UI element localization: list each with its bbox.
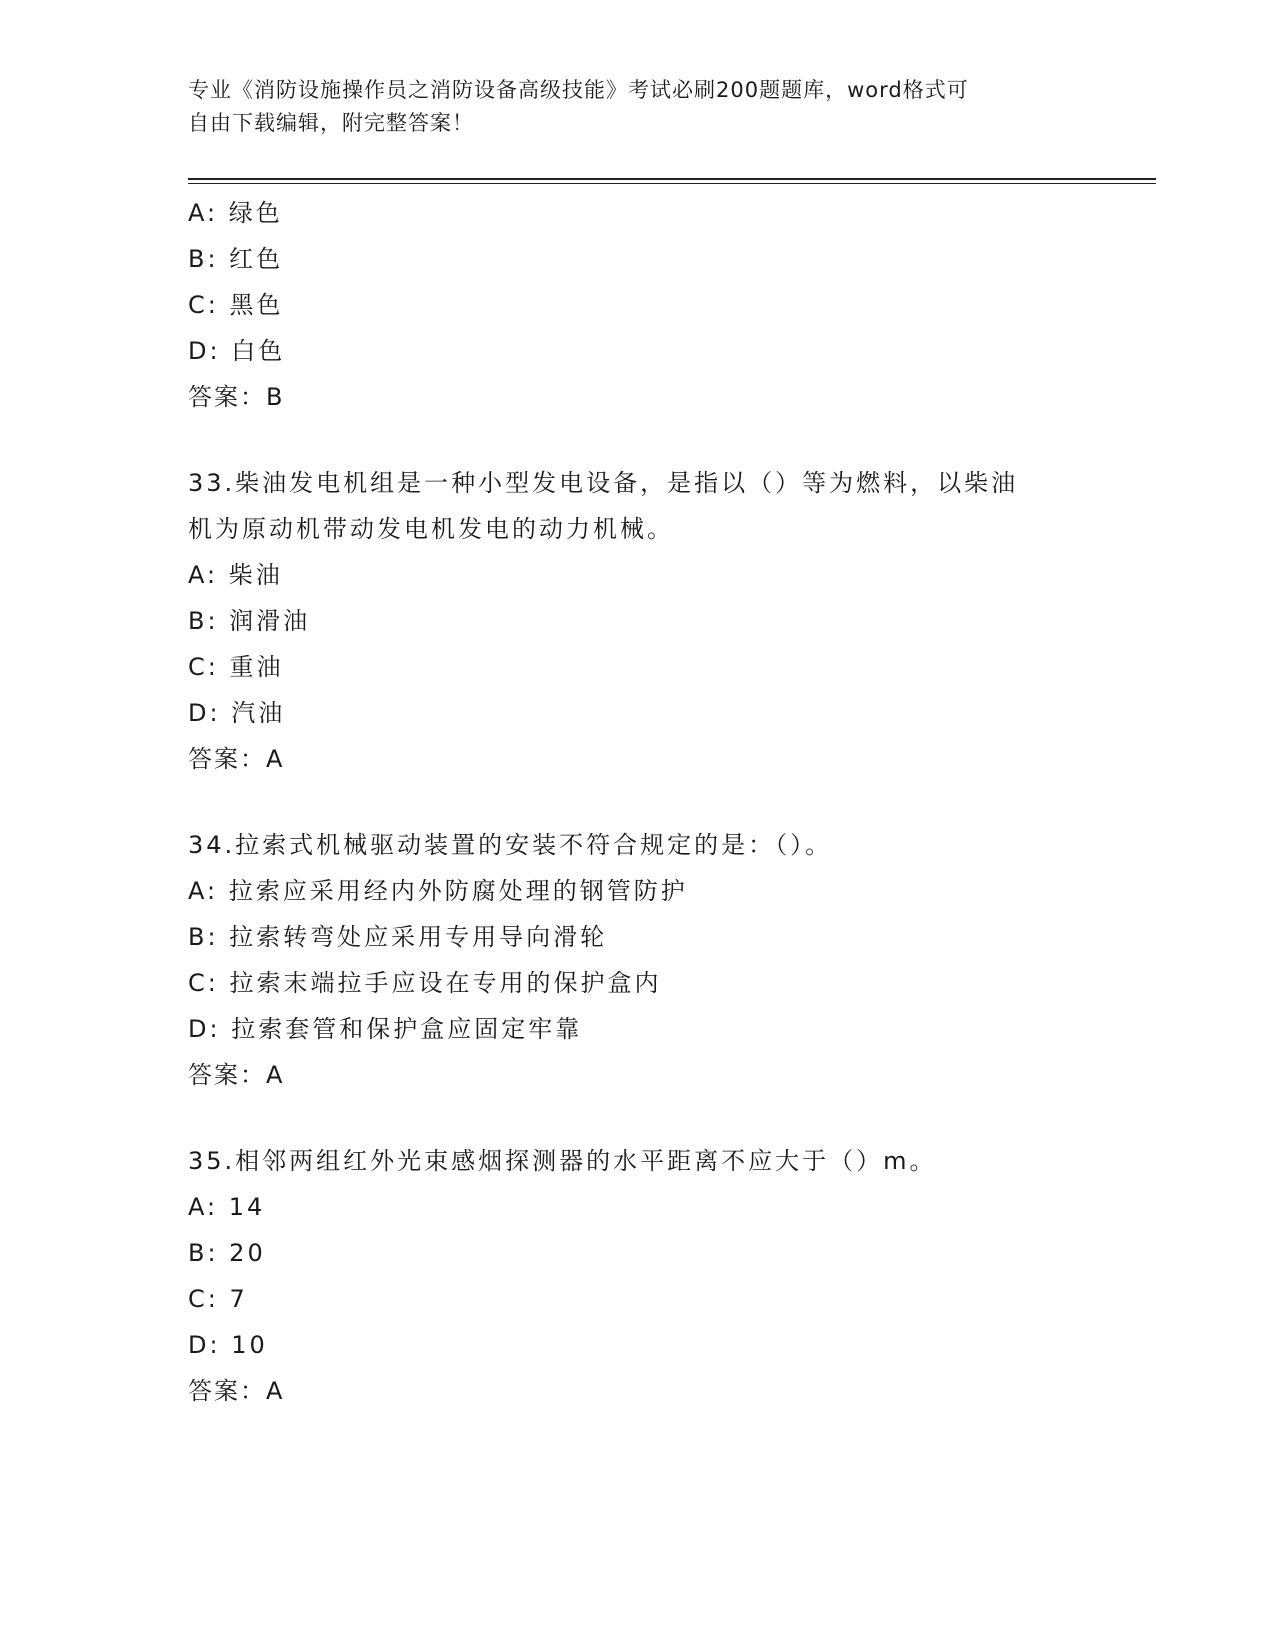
header-rule-thick [188,178,1156,180]
question-32-continued [188,190,1088,420]
option-b: B: 红色 [188,245,284,273]
option-d: D: 汽油 [188,699,286,727]
option-b: B: 20 [188,1239,266,1267]
header-line-1: 专业《消防设施操作员之消防设备高级技能》考试必刷200题题库，word格式可 [188,78,969,102]
answer-line: 答案：A [188,1061,285,1089]
header-rule-thin [188,183,1156,184]
option-c: C: 7 [188,1285,248,1313]
option-d: D: 白色 [188,337,286,365]
question-stem-line-1: 34.拉索式机械驱动装置的安装不符合规定的是：（）。 [188,831,833,859]
spacer [188,1098,1088,1138]
option-a: A: 柴油 [188,561,283,589]
question-33 [188,460,1088,782]
option-d: D: 10 [188,1331,268,1359]
option-c: C: 黑色 [188,291,284,319]
question-35 [188,1138,1088,1414]
option-d: D: 拉索套管和保护盒应固定牢靠 [188,1015,583,1043]
spacer [188,420,1088,460]
option-a: A: 绿色 [188,199,283,227]
question-34 [188,822,1088,1098]
question-stem-line-2: 机为原动机带动发电机发电的动力机械。 [188,515,674,543]
question-list [188,190,1088,1414]
option-a: A: 14 [188,1193,266,1221]
header-line-2: 自由下载编辑，附完整答案！ [188,111,474,135]
question-stem-line-1: 35.相邻两组红外光束感烟探测器的水平距离不应大于（）m。 [188,1147,937,1175]
answer-line: 答案：A [188,1377,285,1405]
option-c: C: 拉索末端拉手应设在专用的保护盒内 [188,969,662,997]
answer-line: 答案：A [188,745,285,773]
option-c: C: 重油 [188,653,284,681]
question-stem-line-1: 33.柴油发电机组是一种小型发电设备，是指以（）等为燃料，以柴油 [188,469,1019,497]
option-b: B: 拉索转弯处应采用专用导向滑轮 [188,923,608,951]
option-a: A: 拉索应采用经内外防腐处理的钢管防护 [188,877,688,905]
spacer [188,782,1088,822]
document-header [188,74,1068,140]
option-b: B: 润滑油 [188,607,311,635]
answer-line: 答案：B [188,383,285,411]
